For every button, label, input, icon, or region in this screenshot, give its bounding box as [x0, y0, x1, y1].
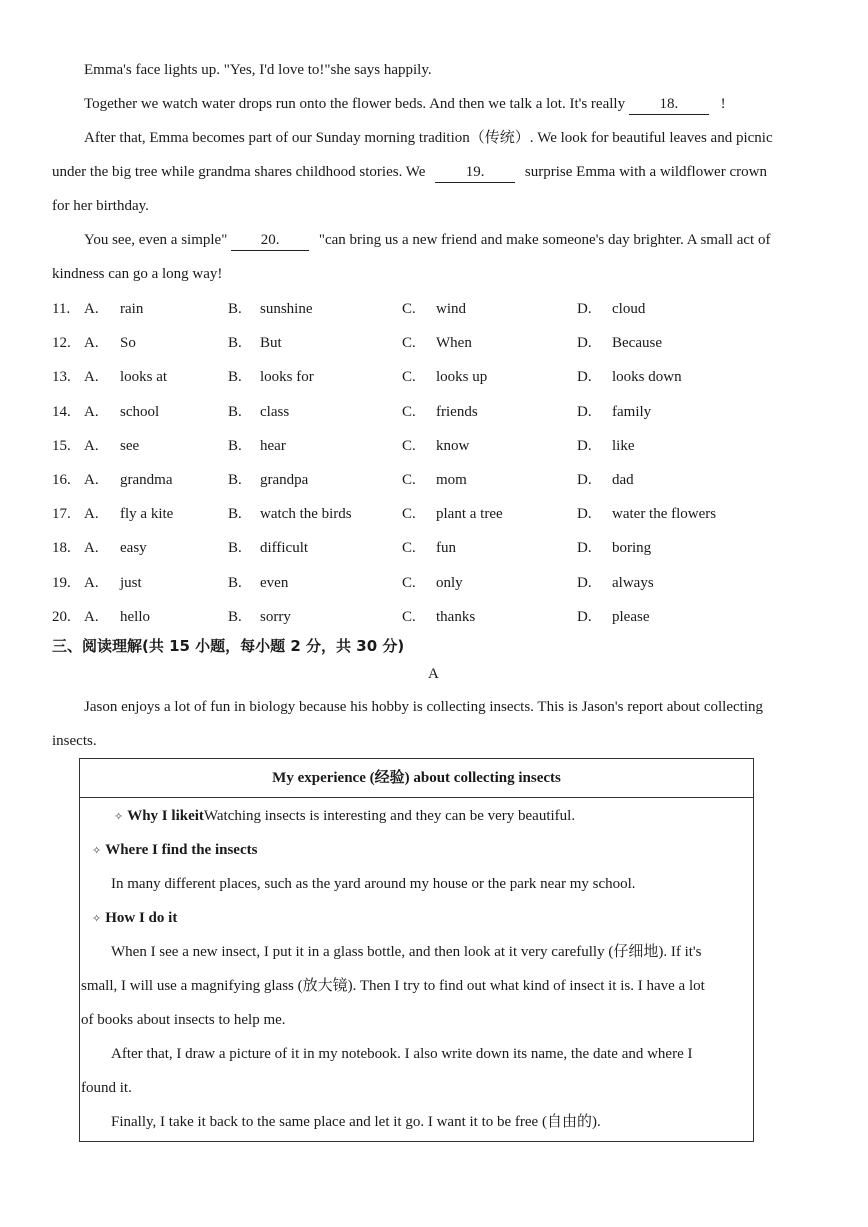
option-a: fly a kite [120, 506, 174, 522]
option-letter-c: C. [402, 506, 416, 522]
question-number: 11. [52, 301, 71, 317]
question-number: 18. [52, 540, 71, 556]
option-letter-b: B. [228, 438, 242, 454]
how-row [92, 908, 177, 929]
option-c: wind [436, 301, 466, 317]
option-letter-c: C. [402, 404, 416, 420]
option-b: class [260, 404, 290, 420]
option-letter-d: D. [577, 438, 592, 454]
option-letter-b: B. [228, 472, 242, 488]
option-b: watch the birds [260, 506, 352, 522]
question-number: 15. [52, 438, 71, 454]
answer-blank: 20. [231, 230, 309, 251]
option-letter-a: A. [84, 472, 99, 488]
option-letter-a: A. [84, 369, 99, 385]
option-letter-d: D. [577, 335, 592, 351]
option-b: sunshine [260, 301, 313, 317]
option-letter-b: B. [228, 301, 242, 317]
where-row [92, 840, 257, 861]
option-letter-d: D. [577, 575, 592, 591]
question-number: 14. [52, 404, 71, 420]
option-c: mom [436, 472, 467, 488]
option-b: hear [260, 438, 286, 454]
option-d: please [612, 609, 650, 625]
option-letter-b: B. [228, 506, 242, 522]
section-title: 三、阅读理解(共 15 小题，每小题 2 分，共 30 分) [52, 637, 405, 655]
option-d: dad [612, 472, 634, 488]
how-text-line: small, I will use a magnifying glass (放大镜). Then I try to find out what kind of insect it is. I have a lot [81, 978, 705, 994]
report-title: My experience (经验) about collecting insects [80, 759, 753, 798]
how-heading: How I do it [105, 910, 178, 926]
option-d: always [612, 575, 654, 591]
option-letter-c: C. [402, 575, 416, 591]
option-b: even [260, 575, 289, 591]
option-letter-d: D. [577, 472, 592, 488]
option-letter-a: A. [84, 335, 99, 351]
intro-line: Jason enjoys a lot of fun in biology because his hobby is collecting insects. This is Jason's report about collecting [84, 699, 763, 715]
how-text-line: Finally, I take it back to the same place and let it go. I want it to be free (自由的). [111, 1114, 601, 1130]
option-b: But [260, 335, 282, 351]
passage-line [52, 162, 767, 183]
option-a: easy [120, 540, 147, 556]
option-letter-d: D. [577, 540, 592, 556]
passage-text: under the big tree while grandma shares childhood stories. We [52, 164, 426, 180]
diamond-bullet-icon: ✧ [92, 913, 102, 925]
option-a: So [120, 335, 136, 351]
how-text-line: found it. [81, 1080, 132, 1096]
how-text-line: When I see a new insect, I put it in a glass bottle, and then look at it very carefully (仔细地). If it's [111, 944, 702, 960]
question-number: 17. [52, 506, 71, 522]
option-d: Because [612, 335, 662, 351]
how-text-line: After that, I draw a picture of it in my notebook. I also write down its name, the date and where I [111, 1046, 693, 1062]
option-letter-c: C. [402, 438, 416, 454]
option-c: When [436, 335, 472, 351]
option-letter-c: C. [402, 540, 416, 556]
report-table [79, 758, 754, 1142]
where-text: In many different places, such as the yard around my house or the park near my school. [111, 876, 636, 892]
question-number: 12. [52, 335, 71, 351]
option-letter-a: A. [84, 540, 99, 556]
question-number: 20. [52, 609, 71, 625]
option-letter-c: C. [402, 609, 416, 625]
option-d: looks down [612, 369, 682, 385]
option-letter-c: C. [402, 472, 416, 488]
option-c: looks up [436, 369, 488, 385]
option-c: fun [436, 540, 456, 556]
option-letter-a: A. [84, 575, 99, 591]
option-a: looks at [120, 369, 168, 385]
option-letter-b: B. [228, 404, 242, 420]
option-letter-b: B. [228, 609, 242, 625]
option-a: rain [120, 301, 144, 317]
answer-blank: 19. [435, 162, 515, 183]
passage-text: Together we watch water drops run onto the flower beds. And then we talk a lot. It's really [84, 96, 626, 112]
option-letter-a: A. [84, 609, 99, 625]
passage-line: kindness can go a long way! [52, 266, 223, 282]
option-c: know [436, 438, 470, 454]
option-d: cloud [612, 301, 646, 317]
question-number: 19. [52, 575, 71, 591]
passage-line: for her birthday. [52, 198, 149, 214]
option-letter-d: D. [577, 404, 592, 420]
passage-line: Emma's face lights up. "Yes, I'd love to!"she says happily. [84, 62, 432, 78]
why-heading: Why I likeit [127, 808, 204, 824]
passage-text: surprise Emma with a wildflower crown [524, 164, 767, 180]
intro-line: insects. [52, 733, 97, 749]
option-a: school [120, 404, 160, 420]
option-d: family [612, 404, 652, 420]
why-row [114, 806, 575, 827]
option-a: just [120, 575, 142, 591]
option-letter-a: A. [84, 438, 99, 454]
option-letter-a: A. [84, 506, 99, 522]
passage-line [84, 230, 770, 251]
question-number: 13. [52, 369, 71, 385]
option-letter-b: B. [228, 369, 242, 385]
question-number: 16. [52, 472, 71, 488]
diamond-bullet-icon: ✧ [92, 845, 102, 857]
option-a: grandma [120, 472, 173, 488]
option-c: plant a tree [436, 506, 503, 522]
passage-line [84, 94, 726, 115]
option-letter-b: B. [228, 335, 242, 351]
option-d: like [612, 438, 635, 454]
option-d: water the flowers [612, 506, 717, 522]
where-heading: Where I find the insects [105, 842, 258, 858]
option-letter-d: D. [577, 506, 592, 522]
answer-blank: 18. [629, 94, 709, 115]
option-b: sorry [260, 609, 291, 625]
passage-text: ! [720, 96, 726, 112]
option-b: looks for [260, 369, 314, 385]
diamond-bullet-icon: ✧ [114, 811, 124, 823]
option-letter-a: A. [84, 301, 99, 317]
option-letter-b: B. [228, 540, 242, 556]
option-b: grandpa [260, 472, 309, 488]
option-a: see [120, 438, 140, 454]
passage-line: After that, Emma becomes part of our Sunday morning tradition（传统）. We look for beautiful leaves and picnic [84, 130, 773, 146]
option-letter-d: D. [577, 609, 592, 625]
option-letter-a: A. [84, 404, 99, 420]
option-letter-d: D. [577, 301, 592, 317]
option-c: thanks [436, 609, 476, 625]
part-label: A [428, 666, 439, 682]
option-letter-c: C. [402, 335, 416, 351]
passage-text: "can bring us a new friend and make someone's day brighter. A small act of [318, 232, 771, 248]
option-letter-c: C. [402, 369, 416, 385]
how-text-line: of books about insects to help me. [81, 1012, 286, 1028]
option-letter-b: B. [228, 575, 242, 591]
option-letter-c: C. [402, 301, 416, 317]
option-c: friends [436, 404, 478, 420]
option-a: hello [120, 609, 150, 625]
option-b: difficult [260, 540, 309, 556]
option-d: boring [612, 540, 652, 556]
option-letter-d: D. [577, 369, 592, 385]
why-text: Watching insects is interesting and they can be very beautiful. [203, 808, 576, 824]
option-c: only [436, 575, 463, 591]
passage-text: You see, even a simple" [84, 232, 228, 248]
